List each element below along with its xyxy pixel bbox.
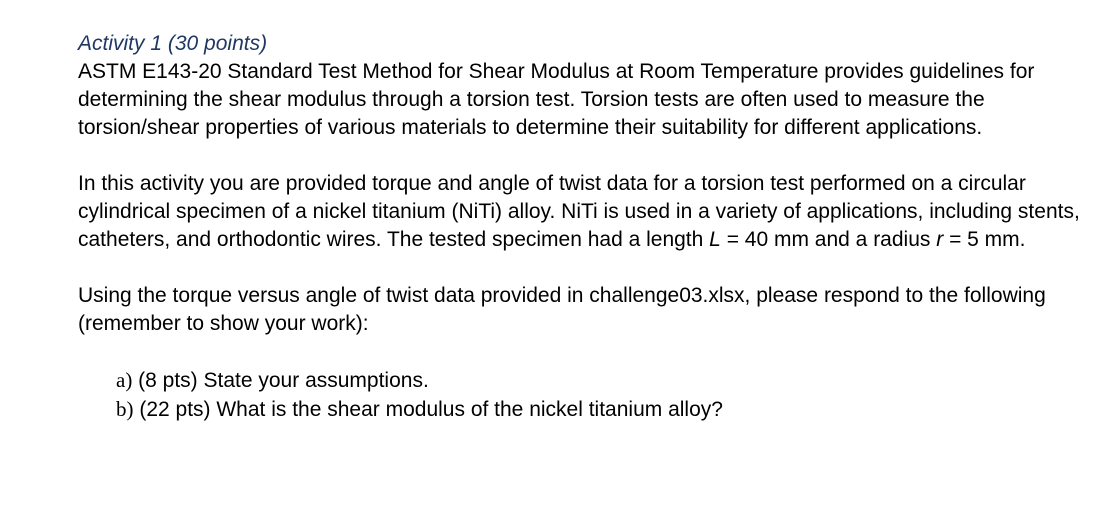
length-symbol: L — [709, 228, 721, 251]
question-text-a: (8 pts) State your assumptions. — [132, 369, 429, 392]
question-item-a — [116, 366, 1098, 395]
question-list — [78, 366, 1098, 424]
question-item-b — [116, 395, 1098, 424]
specimen-text: In this activity you are provided torque and angle of twist data for a torsion test performed on a circular cylindrical specimen of a nickel titanium (NiTi) alloy. NiTi is used in a variety of applications, including stents, catheters, and orthodontic wires. The tested specimen had a length — [78, 172, 1080, 251]
specimen-paragraph — [78, 170, 1098, 254]
intro-paragraph: ASTM E143-20 Standard Test Method for Shear Modulus at Room Temperature provides guidelines for determining the shear modulus through a torsion test. Torsion tests are often used to measure the torsion/shear properties of various materials to determine their suitability for different applications. — [78, 60, 1035, 139]
document-page — [78, 30, 1098, 424]
instructions-paragraph: Using the torque versus angle of twist data provided in challenge03.xlsx, please respond to the following (remember to show your work): — [78, 284, 1046, 335]
radius-symbol: r — [936, 228, 944, 251]
activity-title: Activity 1 (30 points) — [78, 32, 268, 55]
length-value: = 40 mm and a radius — [720, 228, 937, 251]
radius-value: = 5 mm. — [943, 228, 1026, 251]
question-marker-a: a) — [116, 368, 133, 392]
question-text-b: (22 pts) What is the shear modulus of the nickel titanium alloy? — [133, 398, 723, 421]
question-marker-b: b) — [116, 397, 134, 421]
